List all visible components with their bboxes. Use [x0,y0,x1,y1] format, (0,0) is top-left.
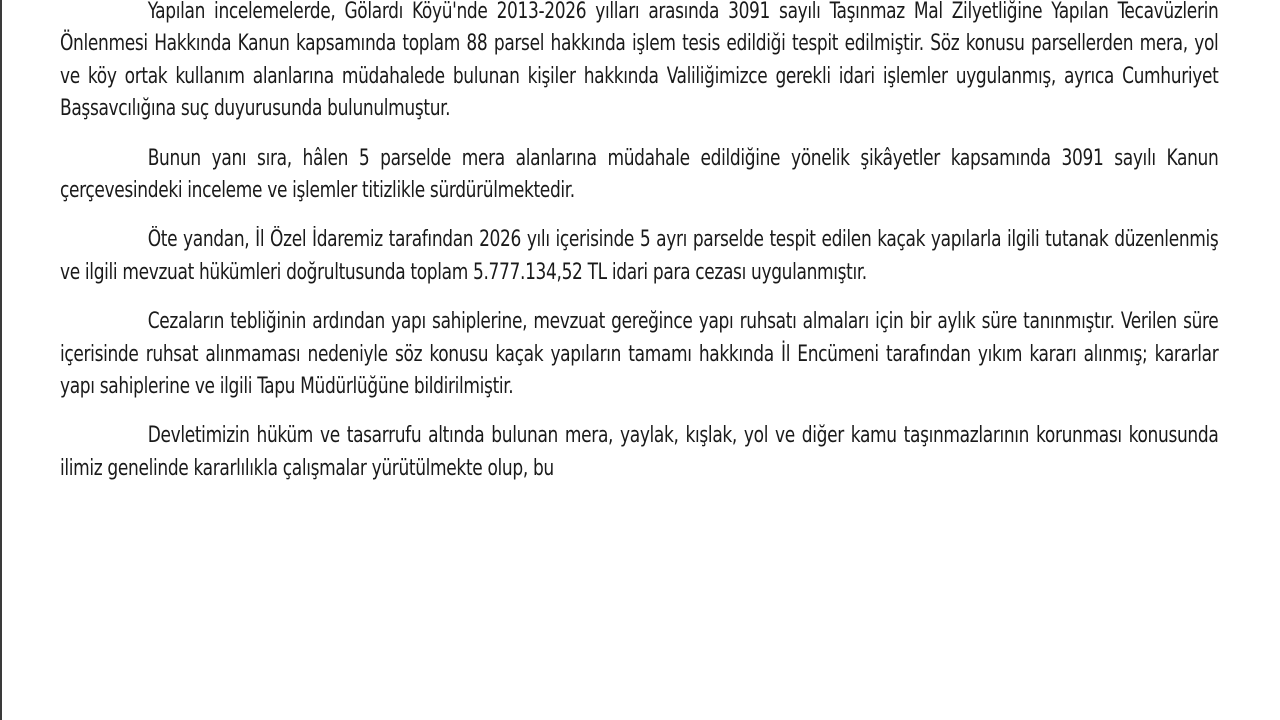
paragraph-1: Yapılan incelemelerde, Gölardı Köyü'nde 2013-2026 yılları arasında 3091 sayılı Taşınmaz Mal Zilyetliğine Yapılan Tecavüzlerin Önlenmesi Hakkında Kanun kapsamında toplam 88 parsel hakkında işlem tesis edildiği tespit edilmiştir. Söz konusu parsellerden mera, yol ve köy ortak kullanım alanlarına müdahalede bulunan kişiler hakkında Valiliğimizce gerekli idari işlemler uygulanmış, ayrıca Cumhuriyet Başsavcılığına suç duyurusunda bulunulmuştur. [60,0,1219,122]
left-border-line [0,0,2,720]
document-body [60,0,1218,502]
paragraph-3: Öte yandan, İl Özel İdaremiz tarafından 2026 yılı içerisinde 5 ayrı parselde tespit edilen kaçak yapılarla ilgili tutanak düzenlenmiş ve ilgili mevzuat hükümleri doğrultusunda toplam 5.777.134,52 TL idari para cezası uygulanmıştır. [60,227,1219,285]
paragraph-5: Devletimizin hüküm ve tasarrufu altında bulunan mera, yaylak, kışlak, yol ve diğer kamu taşınmazlarının korunması konusunda ilimiz genelinde kararlılıkla çalışmalar yürütülmekte olup, bu [60,423,1219,481]
paragraph-2: Bunun yanı sıra, hâlen 5 parselde mera alanlarına müdahale edildiğine yönelik şikâyetler kapsamında 3091 sayılı Kanun çerçevesindeki inceleme ve işlemler titizlikle sürdürülmektedir. [60,145,1219,204]
paragraph-4: Cezaların tebliğinin ardından yapı sahiplerine, mevzuat gereğince yapı ruhsatı almaları için bir aylık süre tanınmıştır. Verilen süre içerisinde ruhsat alınmaması nedeniyle söz konusu kaçak yapıların tamamı hakkında İl Encümeni tarafından yıkım kararı alınmış; kararlar yapı sahiplerine ve ilgili Tapu Müdürlüğüne bildirilmiştir. [60,309,1219,400]
